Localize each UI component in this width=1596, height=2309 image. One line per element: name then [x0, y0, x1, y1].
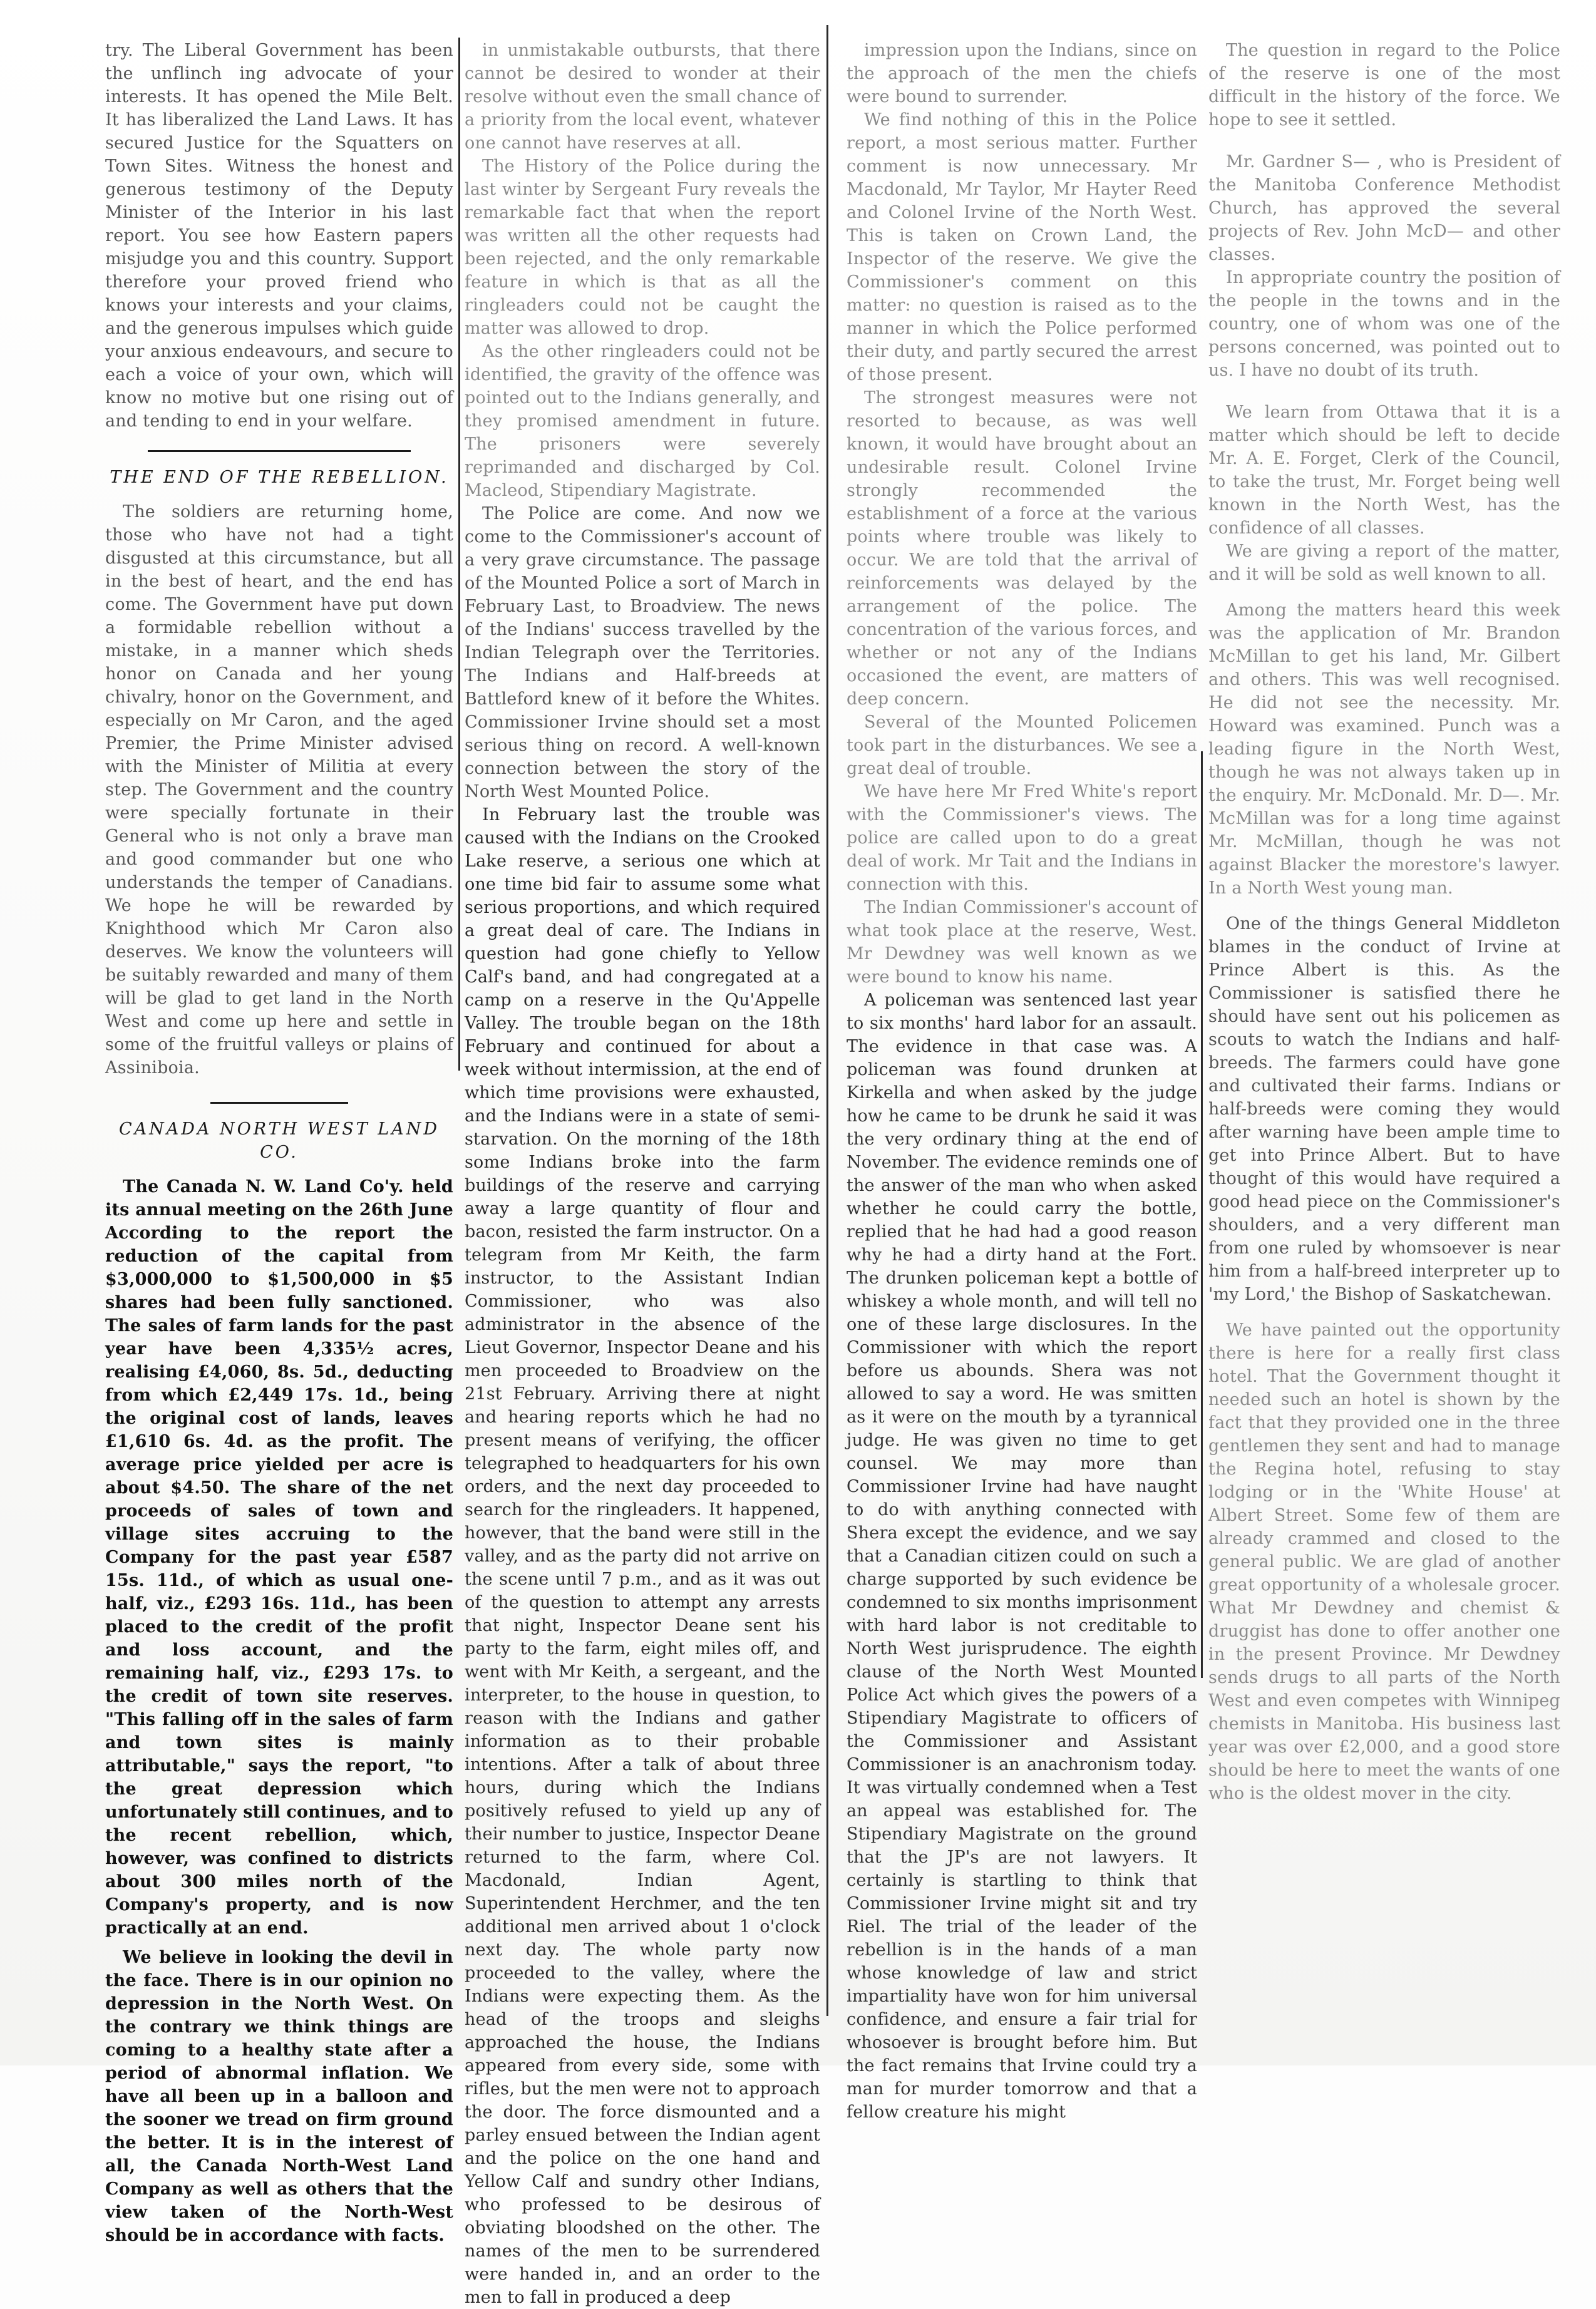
col4-paragraph-8: We have painted out the opportunity there is here for a really first class hotel. That the Government thought it needed such an hotel is shown by the fact that they provided one in the three gentlemen they sent and had to manage the Regina hotel, refusing to stay lodging or in the 'White House' at Albert Street. Some few of them are already crammed and closed to the general public. We are glad of another great opportunity of a wholesale grocer. What Mr Dewdney and chemist & druggist has done to offer another one in the present Province. Mr Dewdney sends drugs to all parts of the North West and even competes with Winnipeg chemists in Manitoba. His business last year was over £2,000, and a good store should be here to meet the wants of one who is the oldest mover in the city. [1208, 1320, 1560, 1803]
col2-paragraph-5: In February last the trouble was caused with the Indians on the Crooked Lake reserve, a serious one which at one time bid fair to assume some what serious proportions, and which required a great deal of care. The Indians in question had gone chiefly to Yellow Calf's band, and had congregated at a camp on a reserve in the Qu'Appelle Valley. The trouble began on the 18th February and continued for about a week without intermission, at the end of which time provisions were exhausted, and the Indians were in a state of semi-starvation. On the morning of the 18th some Indians broke into the farm buildings of the reserve and carrying away a large quantity of flour and bacon, resisted the farm instructor. On a telegram from Mr Keith, the farm instructor, to the Assistant Indian Commissioner, who was also administrator in the absence of the Lieut Governor, Inspector Deane and his men proceeded to Broadview on the 21st February. Arriving there at night and hearing reports which he had no present means of verifying, the officer telegraphed to headquarters for his own orders, and the next day proceeded to search for the ringleaders. It happened, however, that the band were still in the valley, and as the party did not arrive on the scene until 7 p.m., and as it was out of the question to attempt any arrests that night, Inspector Deane sent his party to the farm, eight miles off, and went with Mr Keith, a sergeant, and the interpreter, to the house in question, to reason with the Indians and gather information as to their probable intentions. After a talk of about three hours, during which the Indians positively refused to yield up any of their number to justice, Inspector Deane returned to the farm, where Col. Macdonald, Indian Agent, Superintendent Herchmer, and the ten additional men arrived about 1 o'clock next day. The whole party now proceeded to the valley, where the Indians were expecting them. As the head of the troops and sleighs approached the house, the Indians appeared from every side, some with rifles, but the men were not to approach the door. The force dismounted and a parley ensued between the Indian agent and the police on the one hand and Yellow Calf and sundry other Indians, who professed to be desirous of obviating bloodshed on the other. The names of the men to be surrendered were handed in, and an order to the men to fall in produced a deep [465, 805, 820, 2307]
col2-paragraph-1: in unmistakable outbursts, that there cannot be desired to wonder at their resolve without even the small chance of a priority from the local event, whatever one cannot have reserves at all. [465, 41, 820, 153]
section-divider-2 [210, 1102, 348, 1104]
col3-paragraph-2: We find nothing of this in the Police report, a most serious matter. Further comment is now unnecessary. Mr Macdonald, Mr Taylor, Mr Hayter Reed and Colonel Irvine of the North West. This is taken on Crown Land, the Inspector of the reserve. We give the Commissioner's comment on this matter: no question is raised as to the manner in which the Police performed their duty, and partly secured the arrest of those present. [847, 110, 1197, 384]
section-divider [148, 450, 411, 452]
column-2 [465, 39, 820, 2309]
col3-paragraph-6: The Indian Commissioner's account of what took place at the reserve, West. Mr Dewdney was well known as we were bound to know his name. [847, 898, 1197, 987]
column-3 [847, 39, 1197, 2124]
column-1 [105, 39, 453, 2247]
landco-editorial: We believe in looking the devil in the face. There is in our opinion no depression in the North West. On the contrary we think things are coming to a healthy state after a period of abnormal inflation. We have all been up in a balloon and the sooner we tread on firm ground the better. It is in the interest of all, the Canada North-West Land Company as well as others that the view taken of the North-West should be in accordance with facts. [105, 1948, 453, 2245]
landco-report: The Canada N. W. Land Co'y. held its annual meeting on the 26th June According to the report the reduction of the capital from $3,000,000 to $1,500,000 in $5 shares had been fully sanctioned. The sales of farm lands for the past year have been 4,335½ acres, realising £4,060, 8s. 5d., deducting from which £2,449 17s. 1d., being the original cost of lands, leaves £1,610 6s. 4d. as the profit. The average price yielded per acre is about $4.50. The share of the net proceeds of sales of town and village sites accruing to the Company for the past year £587 15s. 11d., of which as usual one-half, viz., £293 16s. 11d., has been placed to the credit of the profit and loss account, and the remaining half, viz., £293 17s. to the credit of town site reserves. "This falling off in the sales of farm and town sites is mainly attributable," says the report, "to the great depression which unfortunately still continues, and to the recent rebellion, which, however, was confined to districts about 300 miles north of the Company's property, and is now practically at an end. [105, 1177, 453, 1938]
rebellion-body: The soldiers are returning home, those who have not had a tight disgusted at this circumstance, but all in the best of heart, and the end has come. The Government have put down a formidable rebellion without a mistake, in a manner which sheds honor on Canada and her young chivalry, honor on the Government, and especially on Mr Caron, and the aged Premier, the Prime Minister advised with the Minister of Militia at every step. The Government and the country were specially fortunate in their General who is not only a brave man and good commander but one who understands the temper of Canadians. We hope he will be rewarded by Knighthood which Mr Caron also deserves. We know the volunteers will be suitably rewarded and many of them will be glad to get land in the North West and come up here and settle in some of the fruitful valleys or plains of Assiniboia. [105, 502, 453, 1077]
col4-paragraph-2: Mr. Gardner S— , who is President of the Manitoba Conference Methodist Church, has approved the several projects of Rev. John McD— and other classes. [1208, 152, 1560, 264]
col3-paragraph-4: Several of the Mounted Policemen took part in the disturbances. We see a great deal of trouble. [847, 712, 1197, 778]
col4-paragraph-3: In appropriate country the position of the people in the towns and in the country, one of whom was one of the persons concerned, was pointed out to us. I have no doubt of its truth. [1208, 268, 1560, 380]
column-4 [1208, 39, 1560, 1805]
col4-paragraph-1: The question in regard to the Police of the reserve is one of the most difficult in the history of the force. We hope to see it settled. [1208, 41, 1560, 130]
article-liberal-tail: try. The Liberal Government has been the unflinch ing advocate of your interests. It has opened the Mile Belt. It has liberalized the Land Laws. It has secured Justice for the Squatters on Town Sites. Witness the honest and generous testimony of the Deputy Minister of the Interior in his last report. You see how Eastern papers misjudge you and this country. Support therefore your proved friend who knows your interests and your claims, and the generous impulses which guide your anxious endeavours, and secure to each a voice of your own, which will know no motive but one rising out of and tending to end in your welfare. [105, 41, 453, 431]
col2-paragraph-3: As the other ringleaders could not be identified, the gravity of the offence was pointed out to the Indians generally, and they promised amendment in future. The prisoners were severely reprimanded and discharged by Col. Macleod, Stipendiary Magistrate. [465, 342, 820, 500]
column-rule-1 [458, 38, 460, 1071]
col4-paragraph-7: One of the things General Middleton blames in the conduct of Irvine at Prince Albert is this. As the Commissioner is satisfied there he should have sent out his policemen as scouts to watch the Indians and half-breeds. The farmers could have gone and cultivated their farms. Indians or half-breeds were coming they would after warning have been ample time to get into Prince Albert. But to have thought of this would have required a good head piece on the Commissioner's shoulders, and a very different man from one ruled by whomsoever is near him from a half-breed interpreter up to 'my Lord,' the Bishop of Saskatchewan. [1208, 914, 1560, 1304]
col2-paragraph-2: The History of the Police during the last winter by Sergeant Fury reveals the remarkable fact that when the report was written all the other requests had been rejected, and the only remarkable feature in which is that as all the ringleaders could not be caught the matter was allowed to drop. [465, 157, 820, 338]
landco-heading: CANADA NORTH WEST LAND CO. [118, 1119, 440, 1162]
col3-paragraph-7: A policeman was sentenced last year to six months' hard labor for an assault. The evidence in that case was. A policeman was found drunken at Kirkella and when asked by the judge how he came to be drunk he said it was the very ordinary thing at the end of November. The evidence reminds one of the answer of the man who when asked whether he could carry the bottle, replied that he had had a good reason why he had a dirty hand at the Fort. The drunken policeman kept a bottle of whiskey a whole month, and will tell no one of these large disclosures. In the Commissioner with which the report before us abounds. Shera was not allowed to say a word. He was smitten as it were on the mouth by a tyrannical judge. He was given no time to get counsel. We may more than Commissioner Irvine had have naught to do with anything connected with Shera except the evidence, and we say that a Canadian citizen could on such a charge supported by such evidence be condemned to six months imprisonment with hard labor is not creditable to North West jurisprudence. The eighth clause of the North West Mounted Police Act which gives the powers of a Stipendiary Magistrate to officers of the Commissioner and Assistant Commissioner is an anachronism today. It was virtually condemned when a Test an appeal was established for. The Stipendiary Magistrate on the ground that the JP's are not lawyers. It certainly is startling to think that Commissioner Irvine might sit and try Riel. The trial of the leader of the rebellion is in the hands of a man whose knowledge of law and strict impartiality have won for him universal confidence, and ensure a fair trial for whosoever is brought before him. But the fact remains that Irvine could try a man for murder tomorrow and that a fellow creature his might [847, 990, 1197, 2122]
col3-paragraph-5: We have here Mr Fred White's report with the Commissioner's views. The police are called upon to do a great deal of work. Mr Tait and the Indians in connection with this. [847, 782, 1197, 894]
column-rule-3 [1201, 751, 1203, 1678]
rebellion-heading: THE END OF THE REBELLION. [110, 468, 449, 487]
col3-paragraph-1: impression upon the Indians, since on the approach of the men the chiefs were bound to surrender. [847, 41, 1197, 106]
col4-paragraph-4: We learn from Ottawa that it is a matter which should be left to decide Mr. A. E. Forget, Clerk of the Council, to take the trust, Mr. Forget being well known in the North West, has the confidence of all classes. [1208, 403, 1560, 538]
col4-paragraph-5: We are giving a report of the matter, and it will be sold as well known to all. [1208, 542, 1560, 584]
col2-paragraph-4: The Police are come. And now we come to the Commissioner's account of a very grave circumstance. The passage of the Mounted Police a sort of March in February Last, to Broadview. The news of the Indians' success travelled by the Indian Telegraph over the Territories. The Indians and Half-breeds at Battleford knew of it before the Whites. Commissioner Irvine should set a most serious thing on record. A well-known connection between the story of the North West Mounted Police. [465, 504, 820, 801]
column-rule-2 [826, 25, 828, 2016]
col4-paragraph-6: Among the matters heard this week was the application of Mr. Brandon McMillan to get his land, Mr. Gilbert and others. This was well recognised. He did not see the necessity. Mr. Howard was examined. Punch was a leading figure in the North West, though he was not always taken up in the enquiry. Mr. McDonald. Mr. D—. Mr. McMillan was for a long time against Mr. McMillan, though he was not against Blacker the morestore's lawyer. In a North West young man. [1208, 600, 1560, 898]
col3-paragraph-3: The strongest measures were not resorted to because, as was well known, it would have brought about an undesirable result. Colonel Irvine strongly recommended the establishment of a force at the various points where trouble was likely to occur. We are told that the arrival of reinforcements was delayed by the arrangement of the police. The concentration of the various forces, and whether or not any of the Indians occasioned the event, are matters of deep concern. [847, 388, 1197, 709]
